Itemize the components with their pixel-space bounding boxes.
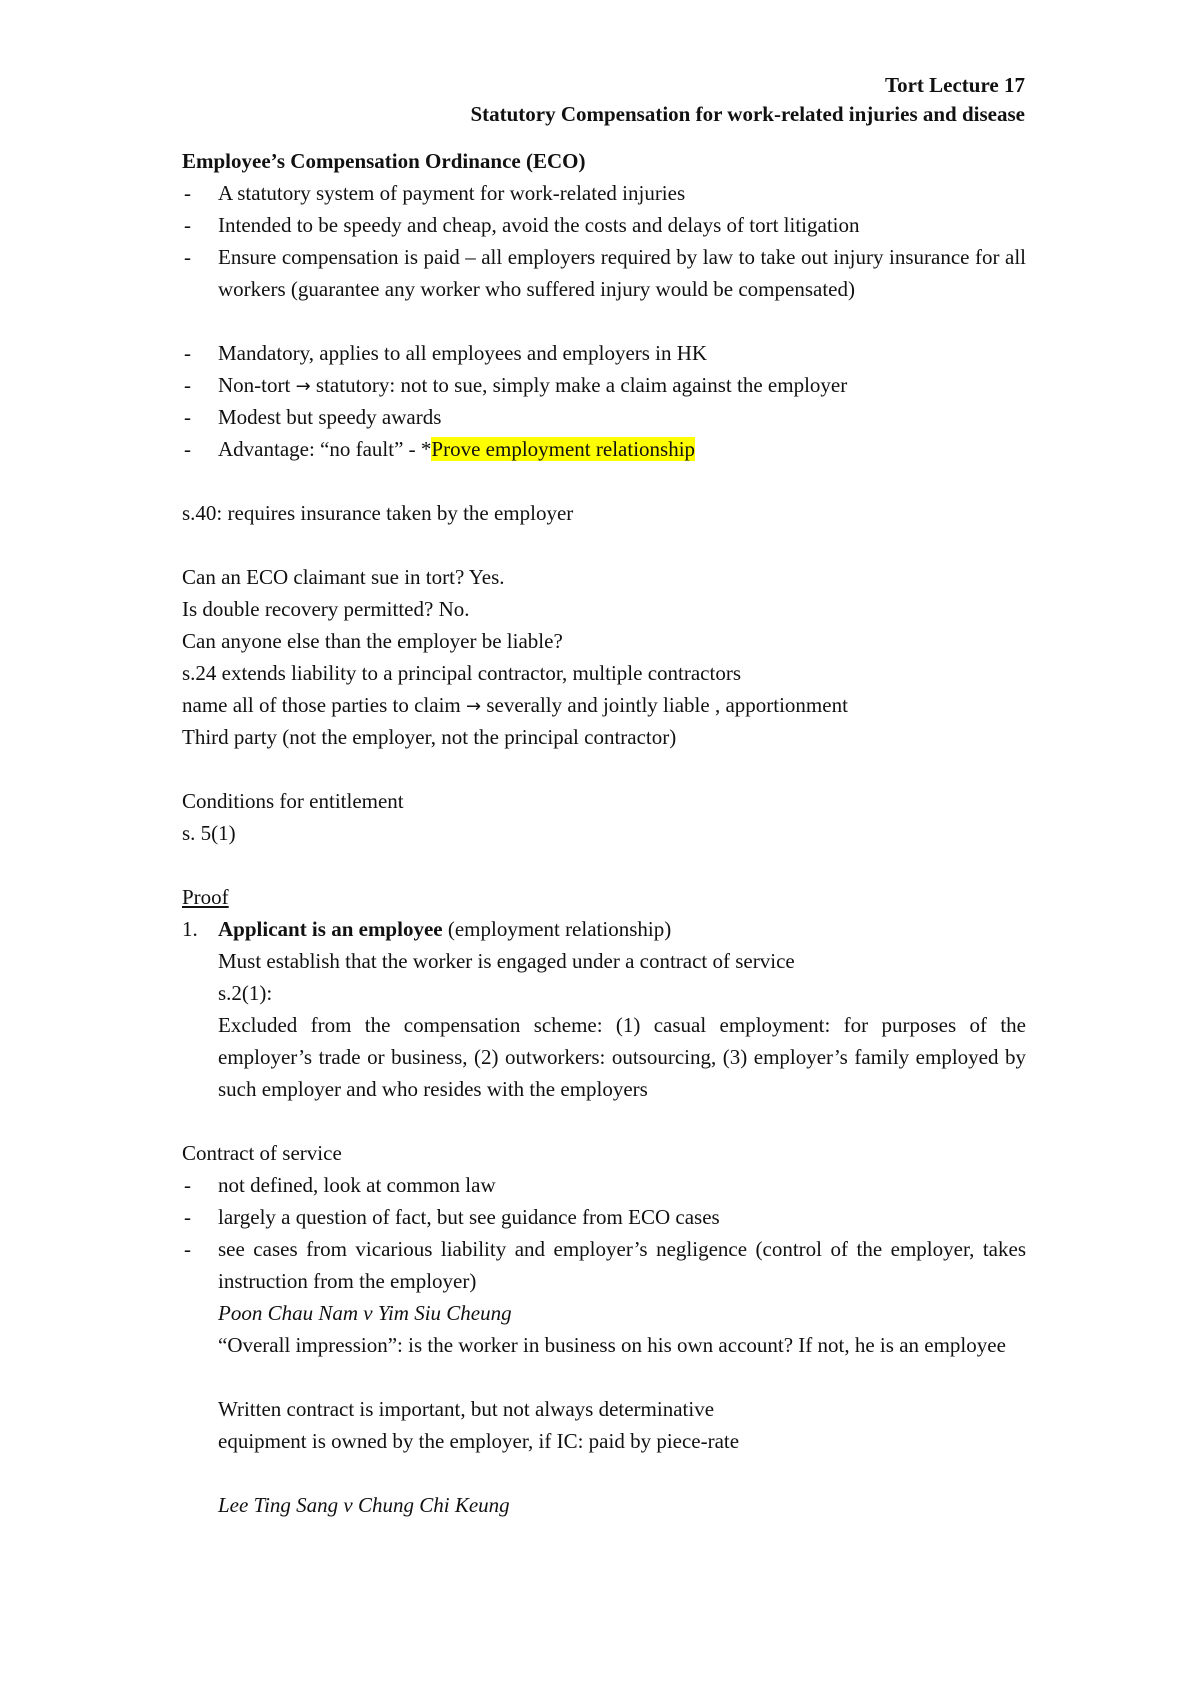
equipment-note: equipment is owned by the employer, if IC: paid by piece-rate — [218, 1429, 740, 1453]
qa-line-2: Is double recovery permitted? No. — [182, 597, 470, 621]
bullet-dash: - — [184, 437, 191, 461]
eco-bullet-1: A statutory system of payment for work-related injuries — [218, 181, 686, 205]
bullet-dash: - — [184, 373, 191, 397]
eco-bullet-7-pre: Advantage: “no fault” - * — [218, 437, 432, 461]
qa-line-5-pre: name all of those parties to claim — [182, 693, 461, 717]
proof-line-3: s.2(1): — [218, 981, 273, 1005]
qa-line-6: Third party (not the employer, not the principal contractor) — [182, 725, 677, 749]
bullet-dash: - — [184, 1237, 191, 1261]
contract-bullet-1: not defined, look at common law — [218, 1173, 496, 1197]
qa-line-1: Can an ECO claimant sue in tort? Yes. — [182, 565, 505, 589]
written-contract-note: Written contract is important, but not always determinative — [218, 1397, 715, 1421]
arrow-right-icon: → — [466, 696, 482, 717]
eco-bullet-4: Mandatory, applies to all employees and employers in HK — [218, 341, 708, 365]
proof-exclusions: Excluded from the compensation scheme: (1) casual employment: for purposes of the employer’s trade or business, (2) outworkers: outsourcing, (3) employer’s family employed by such employer and who resides with the employers — [218, 1013, 1026, 1101]
proof-line-2: Must establish that the worker is engaged under a contract of service — [218, 949, 795, 973]
list-number: 1. — [182, 917, 198, 941]
bullet-dash: - — [184, 245, 191, 269]
contract-bullet-2: largely a question of fact, but see guidance from ECO cases — [218, 1205, 720, 1229]
highlighted-text: Prove employment relationship — [431, 437, 696, 461]
lecture-subtitle: Statutory Compensation for work-related injuries and disease — [470, 102, 1025, 126]
bullet-dash: - — [184, 1205, 191, 1229]
proof-item-1-rest: (employment relationship) — [447, 917, 672, 941]
arrow-right-icon: → — [295, 376, 311, 397]
bullet-dash: - — [184, 181, 191, 205]
overall-impression: “Overall impression”: is the worker in business on his own account? If not, he is an employee — [218, 1333, 1006, 1357]
bullet-dash: - — [184, 1173, 191, 1197]
qa-line-5 — [182, 692, 848, 720]
eco-bullet-5-post: statutory: not to sue, simply make a claim against the employer — [315, 373, 848, 397]
bullet-dash: - — [184, 213, 191, 237]
conditions-heading: Conditions for entitlement — [182, 789, 404, 813]
bullet-dash: - — [184, 341, 191, 365]
contract-heading: Contract of service — [182, 1141, 342, 1165]
eco-heading: Employee’s Compensation Ordinance (ECO) — [182, 149, 586, 173]
s40-note: s.40: requires insurance taken by the employer — [182, 501, 574, 525]
eco-bullet-6: Modest but speedy awards — [218, 405, 442, 429]
qa-line-5-post: severally and jointly liable , apportionment — [486, 693, 848, 717]
case-citation-2: Lee Ting Sang v Chung Chi Keung — [218, 1493, 510, 1517]
eco-bullet-5-pre: Non-tort — [218, 373, 291, 397]
lecture-title: Tort Lecture 17 — [885, 73, 1025, 97]
contract-bullet-3: see cases from vicarious liability and employer’s negligence (control of the employer, takes instruction from the employer) — [218, 1237, 1026, 1293]
eco-bullet-5 — [218, 372, 847, 400]
eco-bullet-7 — [218, 436, 695, 462]
conditions-section: s. 5(1) — [182, 821, 236, 845]
bullet-dash: - — [184, 405, 191, 429]
qa-line-3: Can anyone else than the employer be liable? — [182, 629, 563, 653]
eco-bullet-2: Intended to be speedy and cheap, avoid the costs and delays of tort litigation — [218, 213, 860, 237]
proof-item-1-bold: Applicant is an employee — [218, 917, 443, 941]
eco-bullet-3: Ensure compensation is paid – all employers required by law to take out injury insurance for all workers (guarantee any worker who suffered injury would be compensated) — [218, 245, 1026, 301]
qa-line-4: s.24 extends liability to a principal contractor, multiple contractors — [182, 661, 742, 685]
case-citation-1: Poon Chau Nam v Yim Siu Cheung — [218, 1301, 512, 1325]
proof-heading: Proof — [182, 885, 229, 909]
proof-item-1 — [218, 916, 671, 942]
